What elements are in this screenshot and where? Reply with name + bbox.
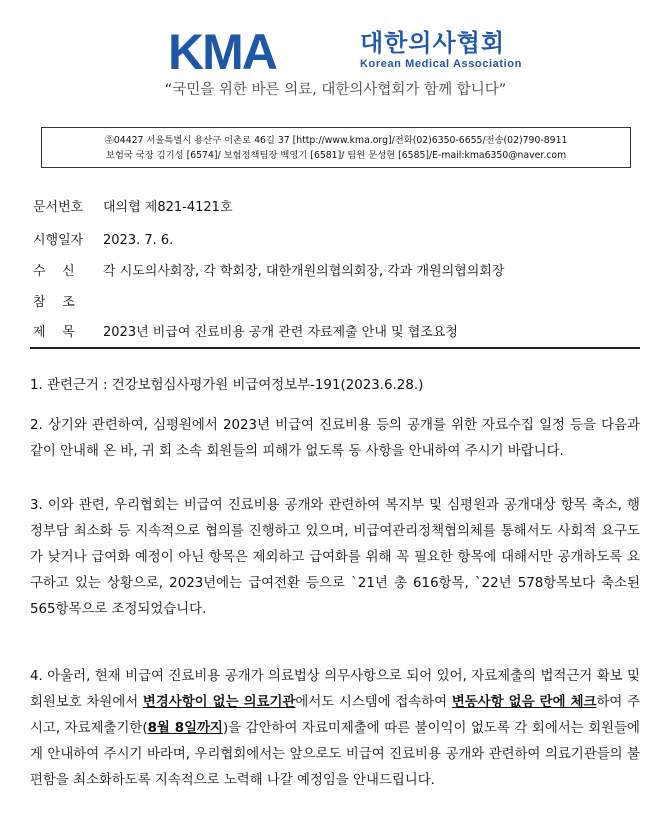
logo-english: Korean Medical Association bbox=[360, 58, 522, 70]
doc-number: 대의협 제821-4121호 bbox=[103, 200, 233, 215]
subject-row bbox=[33, 321, 458, 340]
contact-box bbox=[41, 127, 631, 168]
subject-label: 제 목 bbox=[33, 325, 75, 340]
p4-text-g: )을 감안하여 자료미제출에 따른 불이익이 없도록 각 회에서는 회원들에게 안내하여 주시기 바라며, 우리협회에서는 앞으로도 비급여 진료비용 공개와 관련하여 의료기관들의 불편함을 최소화하도록 지속적으로 노력해 나갈 예정임을 안내드립니다. bbox=[30, 721, 640, 788]
subject: 2023년 비급여 진료비용 공개 관련 자료제출 안내 및 협조요청 bbox=[103, 325, 458, 340]
date-row bbox=[33, 229, 173, 248]
paragraph-2: 2. 상기와 관련하여, 심평원에서 2023년 비급여 진료비용 등의 공개를 위한 자료수집 일정 등을 다음과 같이 안내해 온 바, 귀 회 소속 회원들의 피해가 없도록 동 사항을 안내하여 주시기 바랍니다. bbox=[30, 418, 640, 459]
kma-logo bbox=[168, 24, 528, 80]
doc-number-label: 문서번호 bbox=[33, 200, 84, 215]
recipient-label: 수 신 bbox=[33, 264, 75, 279]
date-label: 시행일자 bbox=[33, 233, 84, 248]
date: 2023. 7. 6. bbox=[103, 233, 174, 248]
p4-emphasis-deadline: 8월 8일까지 bbox=[147, 721, 223, 736]
paragraph-1: 1. 관련근거 : 건강보험심사평가원 비급여정보부-191(2023.6.28.) bbox=[30, 378, 424, 393]
paragraph-4 bbox=[30, 664, 640, 794]
divider bbox=[30, 347, 640, 349]
p4-emphasis-institutions: 변경사항이 없는 의료기관 bbox=[142, 695, 296, 710]
recipient-row bbox=[33, 260, 504, 279]
p4-text-a: 4. 아울러, 현재 비급여 진료비용 공개가 의료법상 의무사항으로 되어 있어, 자료제출의 법적근거 확보 및 회원보호 차원에서 bbox=[30, 669, 640, 710]
logo-letters: KMA bbox=[168, 24, 276, 80]
contact-line-1: ㉾04427 서울특별시 용산구 이촌로 46길 37 [http://www.kma.org]/전화(02)6350-6655/전송(02)790-8911 bbox=[104, 135, 568, 146]
logo-korean: 대한의사협회 bbox=[360, 29, 506, 57]
slogan: “국민을 위한 바른 의료, 대한의사협회가 함께 합니다” bbox=[164, 82, 507, 98]
recipient: 각 시도의사회장, 각 학회장, 대한개원의협의회장, 각과 개원의협의회장 bbox=[103, 264, 505, 279]
paragraph-3: 3. 이와 관련, 우리협회는 비급여 진료비용 공개와 관련하여 복지부 및 심평원과 공개대상 항목 축소, 행정부담 최소화 등 지속적으로 협의를 진행하고 있으며, 비급여관리정책협의체를 통해서도 사회적 요구도가 낮거나 급여화 예정이 아닌 항목은 제외하고 급여화를 위해 꼭 필요한 항목에 대해서만 공개하도록 요구하고 있는 상황으로, 2023년에는 급여전환 등으로 `21년 총 616항목, `22년 578항목보다 축소된 565항목으로 조정되었습니다. bbox=[30, 498, 640, 617]
p4-text-e: 하여 주시고, 자료제출기한( bbox=[30, 695, 641, 736]
doc-number-row bbox=[33, 196, 233, 215]
p4-emphasis-checkbox: 변동사항 없음 란에 체크 bbox=[451, 695, 597, 710]
reference-row bbox=[33, 291, 103, 310]
reference-label: 참 조 bbox=[33, 295, 75, 310]
contact-line-2: 보험국 국장 김기성 [6574]/ 보험정책팀장 백영기 [6581]/ 팀원 문성현 [6585]/E-mail:kma6350@naver.com bbox=[105, 150, 567, 161]
p4-text-c: 에서도 시스템에 접속하여 bbox=[295, 695, 452, 710]
